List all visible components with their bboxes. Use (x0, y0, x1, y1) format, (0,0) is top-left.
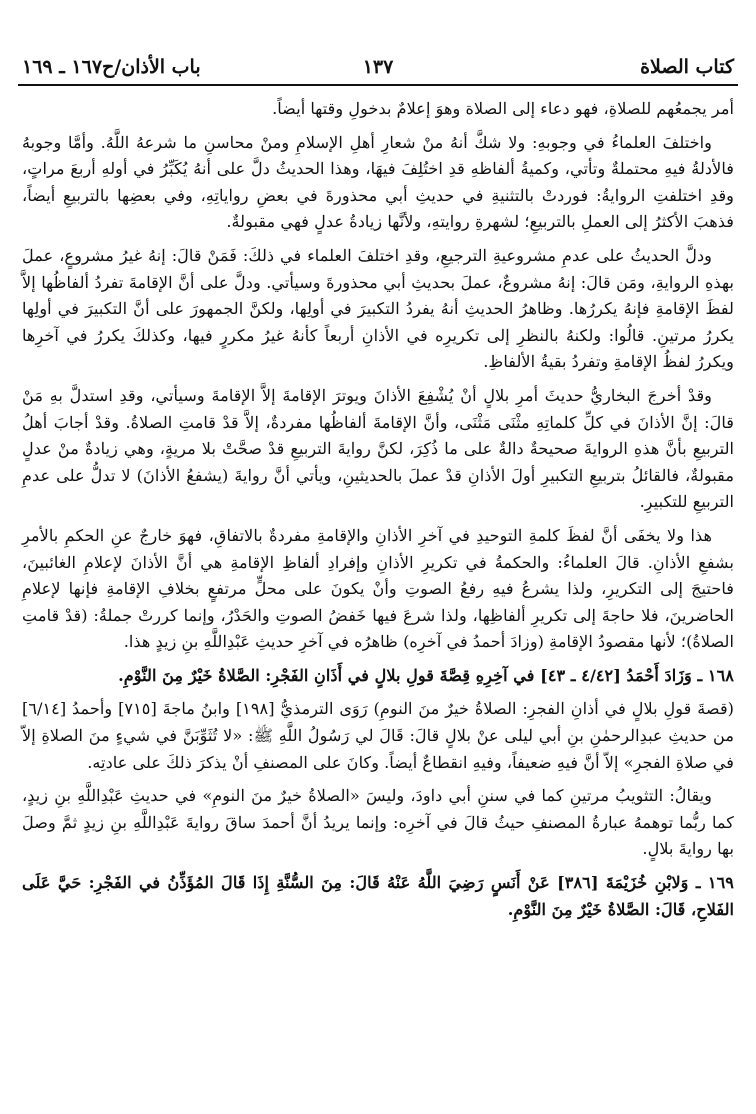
page-header (18, 52, 738, 86)
paragraph: ودلَّ الحديثُ على عدمِ مشروعيةِ الترجيعِ، وقدِ اختلفَ العلماء في ذلكَ: فَمَنْ قالَ: إنهُ غيرُ مشروعٍ، عملَ بهذهِ الروايةِ، ومَن قالَ: إنهُ مشروعٌ، عملَ بحديثِ أبي محذورةَ وسيأتي. ودلَّ على أنَّ الإقامةَ تفردُ ألفاظُها إلاَّ لفظَ الإقامةِ فإنهُ يكررُها. وظاهرُ الحديثِ أنهُ يفردُ التكبيرَ في أولِها، ولكنَّ الجمهورَ على أنَّ التكبيرَ في أولِها يكررُ مرتينِ. قالُوا: ولكنهُ بالنظرِ إلى تكريرِه في الأذانِ أربعاً كأنهُ غيرُ مكررٍ فيها، وكذلكَ يكررُ في آخرِها ويكررُ لفظُ الإقامةِ وتفردُ بقيةُ الألفاظِ. (22, 245, 734, 372)
hadith-168: ١٦٨ ـ وَزَادَ أَحْمَدُ [٤/٤٢ ـ ٤٣] في آخِرِهِ قِصَّةَ قولِ بلالٍ في أَذَانِ الفَجْرِ: الصَّلاةُ خَيْرٌ مِنَ النَّوْمِ. (118, 665, 734, 685)
page-body (22, 96, 734, 930)
paragraph: واختلفَ العلماءُ في وجوبهِ: ولا شكَّ أنهُ منْ شعارِ أهلِ الإسلامِ ومنْ محاسنِ ما شرعهُ اللَّهُ. وأمَّا وجوبهُ فالأدلةُ فيهِ محتملةٌ وتأتي، وكميةُ ألفاظهِ قدِ اختُلِفَ فيهَا، وهذا الحديثُ دلَّ على أنهُ يُكَبِّرُ في أولهِ أربعَ مراتٍ، وقدِ اختلفتِ الروايةُ: فوردتْ بالتثنيةِ في حديثِ أبي محذورةَ في بعضِ رواياتِهِ، وفي بعضِها بالتربيعِ أيضاً، فذهبَ الأكثرُ إلى العملِ بالتربيعِ؛ لشهرةِ روايتهِ، ولأنَّها زيادةُ عدلٍ فهي مقبولةٌ. (22, 132, 734, 232)
page-number: ١٣٧ (362, 56, 394, 78)
paragraph: هذا ولا يخفَى أنَّ لفظَ كلمةِ التوحيدِ في آخرِ الأذانِ والإقامةِ مفردةٌ بالاتفاقِ، فهوَ خارجٌ عنِ الحكمِ بالأمرِ بشفعِ الأذانِ. قالَ العلماءُ: والحكمةُ في تكريرِ الأذانِ وإفرادِ ألفاظِ الإقامةِ هي أنَّ الأذانَ لإعلامِ الغائبينَ، فاحتيجَ إلى التكريرِ، ولذا يشرعُ فيهِ رفعُ الصوتِ وأنْ يكونَ على محلٍّ مرتفعٍ بخلافِ الإقامةِ فإنها لإعلامِ الحاضرينَ، فلا حاجةَ إلى تكريرِ ألفاظِها، ولذا شرعَ فيها خَفضُ الصوتِ والحَدْرُ، وإنما كررتْ جملةُ: (قدْ قامتِ الصلاةُ)؛ لأنها مقصودُ الإقامةِ (وزادَ أحمدُ في آخرِه) ظاهرُه في آخرِ حديثِ عَبْدِاللَّهِ بنِ زيدٍ هذا. (22, 525, 734, 652)
hadith-169: ١٦٩ ـ وَلابْنِ خُزَيْمَةَ [٣٨٦] عَنْ أَنَسٍ رَضِيَ اللَّهُ عَنْهُ قَالَ: مِنَ السُّنَّةِ إِذَا قَالَ المُؤَذِّنُ في الفَجْرِ: حَيَّ عَلَى الفَلاحِ، قَالَ: الصَّلاةُ خَيْرٌ مِنَ النَّوْمِ. (22, 873, 734, 919)
paragraph: أمر يجمعُهم للصلاةِ، فهو دعاء إلى الصلاة وهوَ إعلامٌ بدخولِ وقتها أيضاً. (272, 99, 734, 118)
chapter-reference: باب الأذان/ح١٦٧ ـ ١٦٩ (22, 56, 201, 78)
commentary-paragraph: (قصةَ قولِ بلالٍ في أذانِ الفجرِ: الصلاةُ خيرٌ منَ النومِ) رَوَى الترمذيُّ [١٩٨] وابنُ ماجةَ [٧١٥] وأحمدُ [٦/١٤] من حديثِ عبدِالرحمٰنِ بنِ أبي ليلى عنْ بلالٍ قالَ: قَالَ لي رَسُولُ اللَّهِ ﷺ: «لا تُثَوِّبَنَّ في شيءٍ منَ الصلاةِ إلاّ في صلاةِ الفجرِ» إلاّ أنَّ فيهِ ضعيفاً، وفيهِ انقطاعٌ أيضاً. وكانَ على المصنفِ أنْ يذكرَ ذلكَ على عادتِه. (22, 699, 734, 772)
commentary-paragraph: ويقالُ: التثويبُ مرتينِ كما في سننِ أبي داودَ، وليسَ «الصلاةُ خيرٌ منَ النومِ» في حديثِ عَبْدِاللَّهِ بنِ زيدٍ، كما ربُّما توهمهُ عبارةُ المصنفِ حيثُ قالَ في آخرِه: وإنما يريدُ أنَّ أحمدَ ساقَ روايةَ عَبْدِاللَّهِ بنِ زيدٍ ثمَّ وصلَ بها روايةَ بلالٍ. (22, 786, 734, 859)
book-title: كتاب الصلاة (640, 56, 734, 78)
paragraph: وقدْ أخرجَ البخاريُّ حديثَ أمرِ بلالٍ أنْ يُشْفِعَ الأذانَ ويوترَ الإقامةَ إلاَّ الإقامةَ وسيأتي، وقدِ استدلَّ بهِ مَنْ قالَ: إنَّ الأذانَ في كلِّ كلماتِهِ مثْنَى مَثْنَى، وأنَّ الإقامةَ ألفاظُها مفردةٌ، إلاَّ قدْ قامتِ الصلاةُ. وقدْ أجابَ أهلُ التربيعِ بأنَّ هذهِ الروايةَ صحيحةٌ دالةٌ على ما ذُكِرَ، لكنَّ روايةَ التربيعِ قدْ صحَّتْ بلا مريةٍ، وهي زيادةٌ منْ عدلٍ مقبولةٌ، فالقائلُ بتربيعِ التكبيرِ أولَ الأذانِ قدْ عملَ بالحديثينِ، ويأتي أنَّ روايةَ (يشفعُ الأذانَ) لا تدلُّ على عدمِ التربيعِ للتكبيرِ. (22, 385, 734, 512)
